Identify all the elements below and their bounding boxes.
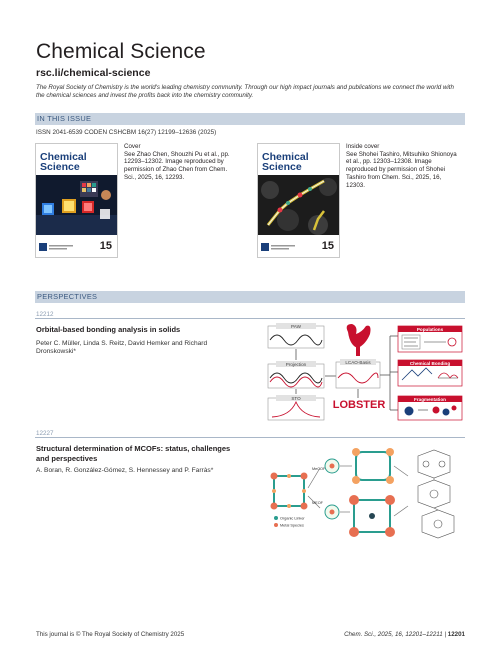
article-authors: Peter C. Müller, Linda S. Reitz, David Hemker and Richard Dronskowski* bbox=[36, 340, 208, 356]
inside-cover-image bbox=[257, 143, 340, 258]
cover-number: 15 bbox=[321, 240, 334, 252]
svg-text:Metal Species: Metal Species bbox=[280, 523, 304, 528]
article-title[interactable]: Orbital-based bonding analysis in solids bbox=[36, 325, 181, 334]
perspectives-heading: PERSPECTIVES bbox=[35, 291, 465, 303]
svg-text:Chemical Bonding: Chemical Bonding bbox=[409, 360, 451, 366]
journal-url[interactable]: rsc.li/chemical-science bbox=[36, 67, 151, 79]
issn-line: ISSN 2041-6539 CODEN CSHCBM 16(27) 12199–12636 (2025) bbox=[36, 129, 217, 136]
article-authors: A. Boran, R. González-Gómez, S. Hennessey and P. Farràs* bbox=[36, 467, 214, 474]
cover-footer bbox=[39, 240, 114, 254]
svg-text:LOBSTER: LOBSTER bbox=[332, 399, 386, 411]
svg-text:Projection: Projection bbox=[285, 361, 307, 367]
lobster-graphic bbox=[266, 322, 464, 422]
svg-text:Organic Linker: Organic Linker bbox=[280, 516, 305, 521]
cover-title: Chemical Science bbox=[262, 151, 309, 173]
cover-art bbox=[36, 175, 117, 235]
divider bbox=[35, 318, 465, 319]
svg-text:STO: STO bbox=[291, 395, 301, 401]
in-this-issue-heading: IN THIS ISSUE bbox=[35, 113, 465, 125]
article-page-number: 12227 bbox=[36, 430, 54, 437]
svg-text:PAW: PAW bbox=[291, 323, 301, 329]
citation-text: Chem. Sci., 2025, 16, 12201–12211 bbox=[344, 631, 443, 638]
cover-number: 15 bbox=[99, 240, 112, 252]
footer-citation: Chem. Sci., 2025, 16, 12201–12211 | 12201 bbox=[344, 631, 465, 638]
cover-caption bbox=[124, 143, 234, 182]
cover-title: Chemical Science bbox=[40, 151, 87, 173]
journal-title: Chemical Science bbox=[36, 40, 206, 63]
cover-image bbox=[35, 143, 118, 258]
svg-text:MEOF: MEOF bbox=[312, 501, 323, 505]
cover-art bbox=[258, 175, 339, 235]
inside-cover-caption bbox=[346, 143, 458, 189]
article-page-number: 12212 bbox=[36, 311, 54, 318]
cover-caption-text: See Zhao Chen, Shouzhi Pu et al., pp. 12293–12302. Image reproduced by permission of Zhao Chen from Chem. Sci., 2025, 16, 12293. bbox=[124, 150, 230, 181]
cover-label: Inside cover bbox=[346, 143, 380, 150]
svg-text:Fragmentation: Fragmentation bbox=[414, 396, 446, 402]
mcof-graphic bbox=[268, 446, 464, 550]
svg-text:Populations: Populations bbox=[416, 326, 444, 332]
cover-label: Cover bbox=[124, 143, 141, 150]
cover-caption-text: See Shohei Tashiro, Mitsuhiko Shionoya et al., pp. 12303–12308. Image reproduced by permission of Shohei Tashiro from Chem. Sci., 2025, 16, 12303. bbox=[346, 150, 457, 189]
divider bbox=[35, 437, 465, 438]
rsc-blurb: The Royal Society of Chemistry is the world's leading chemistry community. Through our high impact journals and publications we connect the world with the chemical sciences and invest the profits back into the chemistry community. bbox=[36, 84, 454, 99]
svg-text:MeCOF: MeCOF bbox=[312, 467, 326, 471]
page-number: 12201 bbox=[447, 631, 465, 638]
svg-text:LCAO-Basis: LCAO-Basis bbox=[345, 359, 371, 365]
footer-copyright: This journal is © The Royal Society of Chemistry 2025 bbox=[36, 631, 185, 638]
cover-footer bbox=[261, 240, 336, 254]
article-title[interactable]: Structural determination of MCOFs: status, challenges and perspectives bbox=[36, 444, 231, 463]
